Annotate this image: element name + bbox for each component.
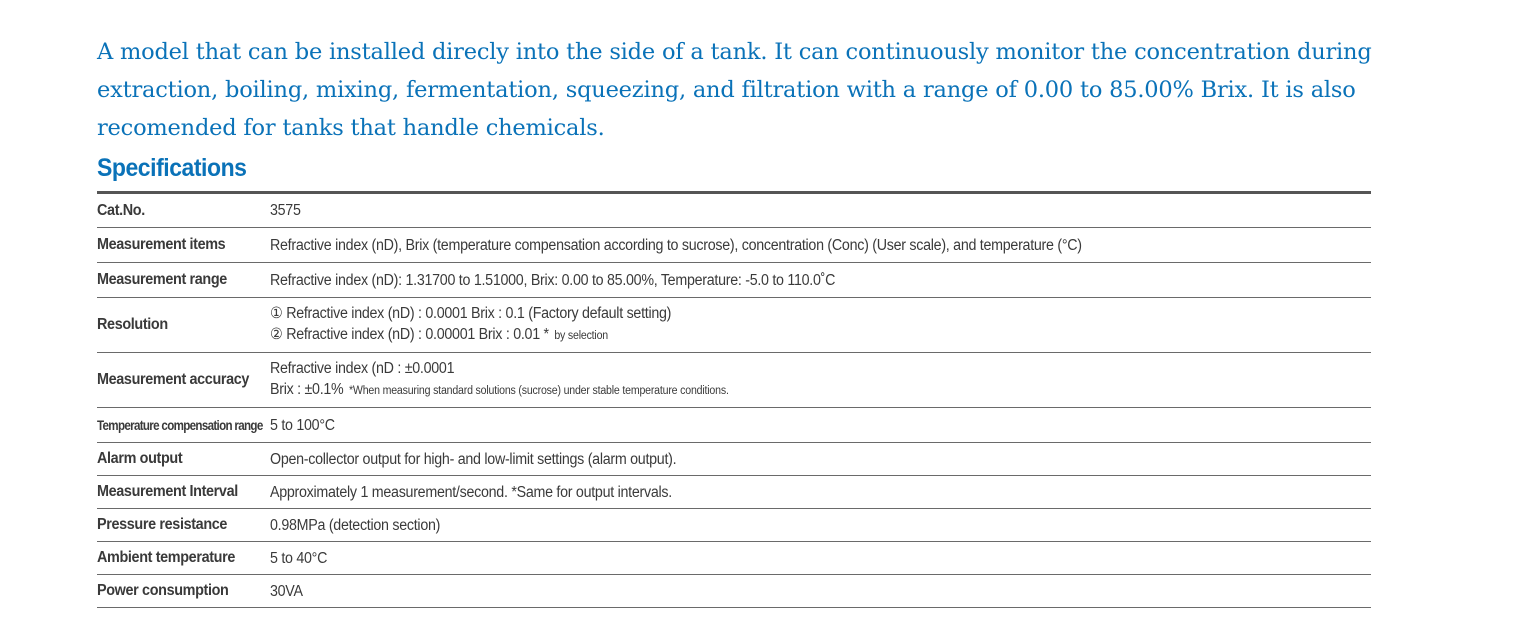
spec-label: Measurement range xyxy=(97,271,227,288)
spec-label: Cat.No. xyxy=(97,201,145,219)
spec-value: Open-collector output for high- and low-limit settings (alarm output). xyxy=(270,450,677,468)
spec-label: Measurement items xyxy=(97,236,226,253)
spec-label: Resolution xyxy=(97,316,168,333)
spec-label: Power consumption xyxy=(97,582,229,599)
spec-row-measurement-items xyxy=(97,228,1371,263)
spec-value: 5 to 100°C xyxy=(270,416,335,434)
spec-row-measurement-range xyxy=(97,263,1371,298)
spec-row-alarm-output xyxy=(97,443,1371,476)
spec-value: 0.98MPa (detection section) xyxy=(270,516,441,534)
spec-label: Measurement accuracy xyxy=(97,371,250,388)
spec-row-cat-no xyxy=(97,194,1371,228)
spec-value-text: Brix : ±0.1% xyxy=(270,381,344,398)
spec-value: 3575 xyxy=(270,202,301,219)
spec-row-measurement-accuracy xyxy=(97,353,1371,408)
spec-value-line: Refractive index (nD : ±0.0001 xyxy=(270,360,455,377)
spec-label: Pressure resistance xyxy=(97,516,228,533)
spec-label: Alarm output xyxy=(97,450,183,467)
spec-value-multiline xyxy=(270,303,1283,347)
spec-value: Approximately 1 measurement/second. *Same for output intervals. xyxy=(270,483,672,501)
spec-value: Refractive index (nD), Brix (temperature compensation according to sucrose), concentration (Conc) (User scale), and temperature (°C) xyxy=(270,236,1082,254)
spec-value: Refractive index (nD): 1.31700 to 1.51000, Brix: 0.00 to 85.00%, Temperature: -5.0 to 110.0˚C xyxy=(270,271,836,289)
spec-value-multiline xyxy=(270,358,1283,402)
spec-row-temperature-compensation-range xyxy=(97,408,1371,443)
spec-value-line: ① Refractive index (nD) : 0.0001 Brix : 0.1 (Factory default setting) xyxy=(270,305,672,322)
spec-row-power-consumption xyxy=(97,575,1371,608)
spec-value-line xyxy=(270,379,1283,402)
spec-row-resolution xyxy=(97,298,1371,353)
product-description: A model that can be installed direcly into the side of a tank. It can continuously monitor the concentration during extraction, boiling, mixing, fermentation, squeezing, and filtration with a range of 0.00 to 85.00% Brix. It is also recomended for tanks that handle chemicals. xyxy=(97,39,1372,141)
spec-value: 5 to 40°C xyxy=(270,549,328,567)
spec-value: 30VA xyxy=(270,582,303,600)
spec-value-note: *When measuring standard solutions (sucrose) under stable temperature conditions. xyxy=(348,385,729,397)
specifications-heading: Specifications xyxy=(97,154,247,182)
spec-row-ambient-temperature xyxy=(97,542,1371,575)
spec-value-note: by selection xyxy=(554,330,609,342)
spec-label: Temperature compensation range xyxy=(97,417,263,433)
spec-row-pressure-resistance xyxy=(97,509,1371,542)
spec-row-measurement-interval xyxy=(97,476,1371,509)
spec-value-line xyxy=(270,324,1283,347)
specifications-table xyxy=(97,191,1371,608)
spec-label: Measurement Interval xyxy=(97,483,238,500)
spec-label: Ambient temperature xyxy=(97,549,235,566)
spec-value-text: ② Refractive index (nD) : 0.00001 Brix : 0.01 * xyxy=(270,326,549,343)
